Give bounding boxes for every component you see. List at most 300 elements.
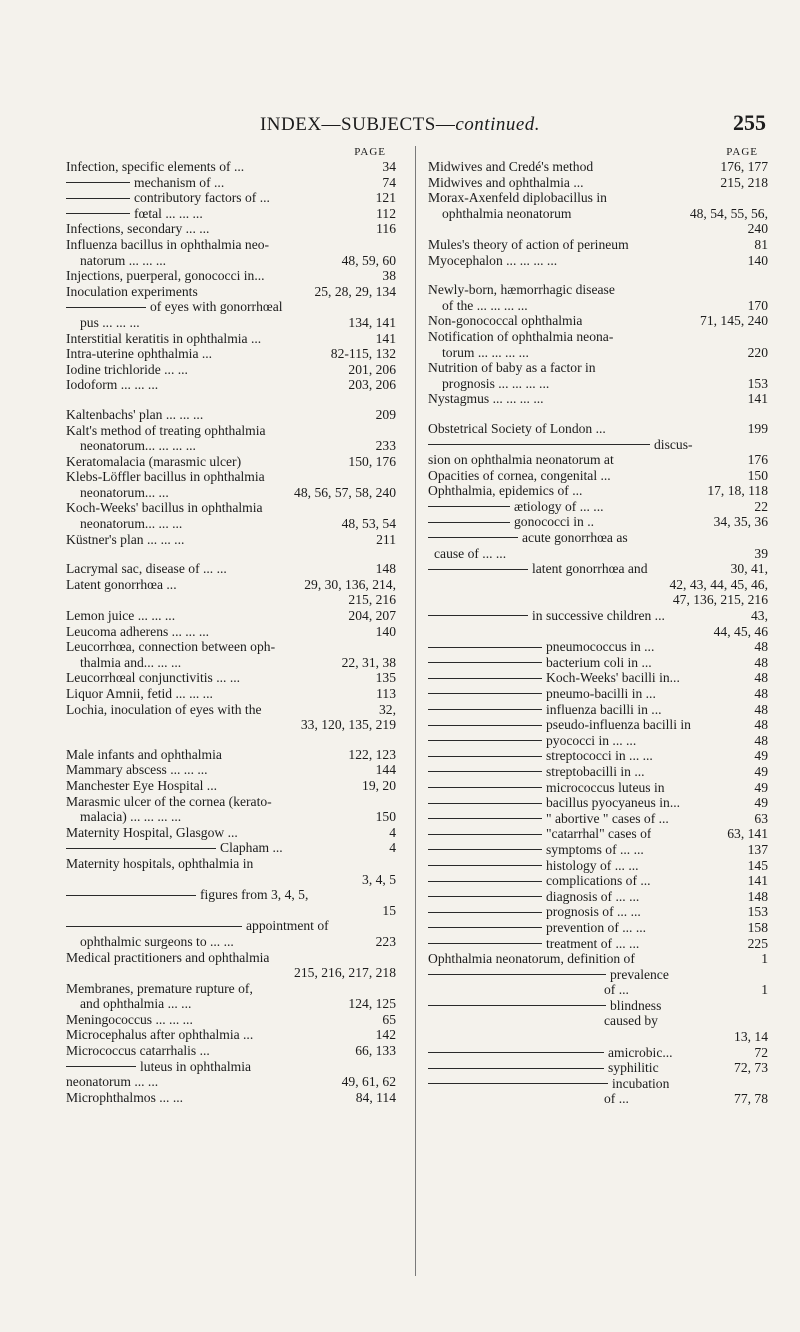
entry-text — [428, 904, 641, 920]
entry-pages: 66, 133 — [355, 1043, 396, 1059]
running-head — [0, 114, 800, 136]
ditto-dash — [428, 740, 542, 741]
entry-label: figures from 3, 4, 5, — [200, 887, 309, 903]
entry-text — [428, 858, 639, 874]
entry-pages: 43, — [751, 608, 768, 624]
index-entry — [66, 762, 396, 778]
entry-pages: 81 — [754, 236, 768, 252]
ditto-dash — [66, 182, 130, 183]
entry-pages: 38 — [382, 268, 396, 284]
entry-label: prevalence — [610, 966, 669, 982]
entry-label: of the ... ... ... ... — [442, 297, 528, 313]
index-entry — [428, 842, 768, 858]
ditto-dash — [66, 213, 130, 214]
entry-label: ophthalmia neonatorum — [442, 205, 572, 221]
ditto-dash — [66, 198, 130, 199]
index-entry — [66, 485, 396, 501]
index-entry — [428, 452, 768, 468]
entry-label: acute gonorrhœa as — [522, 530, 628, 546]
index-entry — [66, 686, 396, 702]
entry-text — [428, 920, 646, 936]
entry-pages: 25, 28, 29, 134 — [314, 283, 396, 299]
ditto-dash — [428, 693, 542, 694]
index-entry — [428, 717, 768, 733]
index-entry — [66, 1043, 396, 1059]
entry-text — [66, 159, 244, 175]
entry-label: Leucoma adherens ... ... ... — [66, 623, 210, 639]
entry-pages: 140 — [747, 252, 768, 268]
entry-text — [80, 315, 140, 331]
entry-label: Kaltenbachs' plan ... ... ... — [66, 406, 204, 422]
index-entry — [66, 903, 396, 919]
ditto-dash — [428, 756, 542, 757]
entry-text — [66, 1027, 253, 1043]
entry-pages: 39 — [754, 545, 768, 561]
entry-label: pseudo-influenza bacilli in — [546, 717, 691, 733]
entry-pages: 22 — [754, 498, 768, 514]
entry-pages: 3, 4, 5 — [362, 871, 396, 887]
index-entry — [66, 268, 396, 284]
column-divider — [415, 146, 416, 1276]
entry-text — [428, 873, 651, 889]
entry-pages: 82-115, 132 — [330, 346, 396, 362]
index-entry — [66, 639, 396, 655]
index-entry — [428, 733, 768, 749]
entry-gap — [66, 547, 396, 561]
entry-text — [66, 237, 269, 253]
entry-text — [604, 1013, 658, 1029]
index-entry — [428, 1076, 768, 1092]
entry-pages: 153 — [747, 375, 768, 391]
ditto-dash — [428, 1083, 608, 1084]
index-entry — [428, 298, 768, 314]
entry-label: in successive children ... — [532, 608, 665, 624]
entry-label: Microcephalus after ophthalmia ... — [66, 1027, 254, 1043]
entry-label: Ophthalmia, epidemics of ... — [428, 483, 583, 499]
entry-pages: 48 — [754, 717, 768, 733]
entry-pages: 74 — [382, 174, 396, 190]
entry-text — [428, 483, 582, 499]
entry-text — [66, 670, 240, 686]
entry-text — [428, 780, 665, 796]
entry-text — [428, 391, 544, 407]
ditto-dash — [428, 974, 606, 975]
entry-pages: 150 — [747, 467, 768, 483]
index-entry — [66, 981, 396, 997]
index-entry — [66, 1027, 396, 1043]
entry-pages: 135 — [375, 670, 396, 686]
entry-label: luteus in ophthalmia — [140, 1058, 252, 1074]
index-entry — [428, 670, 768, 686]
entry-text — [66, 825, 238, 841]
entry-text — [66, 794, 272, 810]
entry-label: Intra-uterine ophthalmia ... — [66, 346, 213, 362]
entry-text — [428, 1045, 673, 1061]
entry-label: Leucorrhœa, connection between oph- — [66, 639, 276, 655]
entry-pages: 34, 35, 36 — [713, 514, 768, 530]
entry-pages: 225 — [747, 935, 768, 951]
entry-text — [428, 670, 680, 686]
entry-label: Maternity hospitals, ophthalmia in — [66, 855, 254, 871]
entry-pages: 15 — [382, 902, 396, 918]
entry-text — [66, 856, 253, 872]
index-entry — [428, 967, 768, 983]
index-entry — [428, 313, 768, 329]
entry-pages: 158 — [747, 919, 768, 935]
entry-label: of eyes with gonorrhœal — [150, 299, 283, 315]
entry-pages: 140 — [375, 623, 396, 639]
entry-text — [66, 206, 203, 222]
index-entry — [428, 221, 768, 237]
entry-text — [80, 516, 182, 532]
entry-label: discus- — [654, 436, 693, 452]
entry-pages: 201, 206 — [348, 361, 396, 377]
ditto-dash — [428, 662, 542, 663]
entry-pages: 42, 43, 44, 45, 46, — [669, 576, 768, 592]
ditto-dash — [428, 818, 542, 819]
entry-text — [66, 362, 188, 378]
entry-text — [428, 253, 557, 269]
entry-pages: 176 — [747, 452, 768, 468]
entry-pages: 48 — [754, 701, 768, 717]
ditto-dash — [428, 444, 650, 445]
index-entry — [66, 624, 396, 640]
entry-text — [428, 329, 613, 345]
entry-text — [66, 778, 217, 794]
entry-text — [66, 268, 265, 284]
entry-label: neonatorum ... ... — [66, 1074, 159, 1090]
index-entry — [428, 998, 768, 1014]
entry-text — [434, 546, 506, 562]
entry-label: amicrobic... — [608, 1044, 673, 1060]
entry-pages: 29, 30, 136, 214, — [304, 576, 396, 592]
entry-text — [66, 918, 329, 934]
ditto-dash — [66, 895, 196, 896]
index-entry — [428, 421, 768, 437]
entry-text — [80, 934, 234, 950]
entry-label: ophthalmic surgeons to ... ... — [80, 933, 234, 949]
entry-gap — [428, 268, 768, 282]
index-entry — [66, 1012, 396, 1028]
entry-text — [66, 469, 265, 485]
entry-label: fœtal ... ... ... — [134, 205, 203, 221]
entry-label: Inoculation experiments — [66, 283, 198, 299]
entry-label: histology of ... ... — [546, 857, 639, 873]
entry-label: Opacities of cornea, congenital ... — [428, 467, 611, 483]
entry-label: Myocephalon ... ... ... ... — [428, 252, 558, 268]
entry-text — [428, 936, 639, 952]
entry-gap — [66, 733, 396, 747]
entry-label: Non-gonococcal ophthalmia — [428, 313, 583, 329]
entry-pages: 49 — [754, 795, 768, 811]
entry-text — [66, 702, 262, 718]
entry-pages: 65 — [382, 1011, 396, 1027]
entry-text — [66, 1043, 210, 1059]
entry-pages: 134, 141 — [348, 314, 396, 330]
entry-text — [66, 608, 175, 624]
index-entry — [66, 407, 396, 423]
index-entry — [66, 237, 396, 253]
entry-pages: 209 — [375, 406, 396, 422]
entry-pages: 215, 216 — [348, 592, 396, 608]
entry-pages: 4 — [389, 824, 396, 840]
entry-pages: 30, 41, — [730, 561, 768, 577]
index-entry — [428, 608, 768, 624]
ditto-dash — [428, 849, 542, 850]
entry-text — [66, 577, 177, 593]
index-entry — [428, 702, 768, 718]
index-entry — [66, 206, 396, 222]
entry-text — [66, 686, 213, 702]
entry-pages: 48, 56, 57, 58, 240 — [294, 484, 396, 500]
entry-label: Iodine trichloride ... ... — [66, 361, 188, 377]
entry-label: streptobacilli in ... — [546, 763, 645, 779]
entry-text — [428, 639, 654, 655]
ditto-dash — [428, 506, 510, 507]
ditto-dash — [428, 943, 542, 944]
index-entry — [66, 362, 396, 378]
index-entry — [66, 825, 396, 841]
running-head-title: INDEX—SUBJECTS— — [259, 114, 456, 135]
index-entry — [428, 237, 768, 253]
index-entry — [66, 965, 396, 981]
entry-pages: 72 — [754, 1044, 768, 1060]
entry-text — [428, 748, 653, 764]
entry-label: Membranes, premature rupture of, — [66, 980, 253, 996]
index-entry — [66, 996, 396, 1012]
ditto-dash — [428, 537, 518, 538]
page-number: 255 — [733, 110, 766, 135]
entry-label: Koch-Weeks' bacilli in... — [546, 670, 680, 686]
entry-label: Liquor Amnii, fetid ... ... ... — [66, 686, 213, 701]
page-label: PAGE — [354, 146, 386, 158]
ditto-dash — [428, 709, 542, 710]
entry-label: Maternity Hospital, Glasgow ... — [66, 824, 238, 840]
index-entry — [428, 592, 768, 608]
entry-label: Klebs-Löffler bacillus in ophthalmia — [66, 469, 265, 485]
entry-text — [428, 561, 648, 577]
entry-label: Leucorrhœal conjunctivitis ... ... — [66, 670, 241, 686]
entry-pages: 215, 216, 217, 218 — [294, 965, 396, 981]
entry-pages: 49, 61, 62 — [341, 1074, 396, 1090]
entry-label: Midwives and Credé's method — [428, 159, 594, 174]
entry-text — [428, 967, 669, 983]
entry-label: Kalt's method of treating ophthalmia — [66, 422, 266, 438]
index-entry — [428, 795, 768, 811]
entry-label: Newly-born, hæmorrhagic disease — [428, 282, 615, 298]
entry-pages: 113 — [376, 686, 396, 701]
entry-label: streptococci in ... ... — [546, 748, 653, 764]
entry-pages: 49 — [754, 748, 768, 764]
index-entry — [428, 577, 768, 593]
entry-label: appointment of — [246, 918, 329, 934]
entry-text — [442, 376, 549, 392]
entry-label: Küstner's plan ... ... ... — [66, 531, 185, 547]
entry-pages: 137 — [747, 841, 768, 857]
entry-text — [66, 840, 283, 856]
entry-pages: 223 — [375, 933, 396, 949]
entry-text — [428, 360, 596, 376]
entry-text — [428, 686, 656, 702]
entry-text — [428, 826, 651, 842]
index-entry — [428, 780, 768, 796]
entry-pages: 148 — [375, 561, 396, 577]
entry-label: pus ... ... ... — [80, 314, 140, 330]
ditto-dash — [428, 1068, 604, 1069]
index-entry — [428, 253, 768, 269]
entry-text — [428, 282, 615, 298]
index-entry — [428, 826, 768, 842]
entry-label: Medical practitioners and ophthalmia — [66, 949, 270, 965]
index-entry — [428, 811, 768, 827]
index-entry — [428, 1091, 768, 1107]
entry-text — [66, 377, 158, 393]
entry-label: Micrococcus catarrhalis ... — [66, 1043, 210, 1059]
entry-pages: 1 — [761, 982, 768, 998]
entry-text — [80, 655, 181, 671]
entry-text — [66, 981, 253, 997]
entry-pages: 124, 125 — [348, 996, 396, 1012]
entry-text — [428, 733, 636, 749]
entry-text — [428, 842, 644, 858]
entry-label: Interstitial keratitis in ophthalmia ... — [66, 330, 262, 346]
entry-label: ætiology of ... ... — [514, 498, 604, 514]
entry-pages: 211 — [376, 531, 396, 547]
entry-label: of ... — [604, 1091, 629, 1107]
entry-label: Male infants and ophthalmia — [66, 746, 222, 762]
index-entry — [66, 794, 396, 810]
entry-label: caused by — [604, 1013, 658, 1029]
entry-pages: 48, 53, 54 — [341, 516, 396, 532]
entry-text — [428, 889, 639, 905]
entry-label: diagnosis of ... ... — [546, 888, 640, 904]
entry-label: influenza bacilli in ... — [546, 701, 662, 717]
entry-text — [66, 175, 224, 191]
entry-label: Lacrymal sac, disease of ... ... — [66, 561, 227, 577]
entry-label: pyococci in ... ... — [546, 732, 637, 748]
entry-text — [428, 514, 594, 530]
ditto-dash — [428, 1052, 604, 1053]
entry-label: bacterium coli in ... — [546, 654, 652, 670]
ditto-dash — [428, 865, 542, 866]
entry-pages: 77, 78 — [734, 1091, 768, 1107]
entry-label: Midwives and ophthalmia ... — [428, 174, 584, 190]
entry-label: Keratomalacia (marasmic ulcer) — [66, 453, 242, 469]
index-entry — [66, 454, 396, 470]
entry-label: treatment of ... ... — [546, 935, 640, 951]
entry-label: Morax-Axenfeld diplobacillus in — [428, 190, 607, 206]
entry-text — [442, 345, 529, 361]
entry-label: micrococcus luteus in — [546, 779, 665, 795]
left-column — [66, 146, 396, 1105]
entry-text — [80, 996, 191, 1012]
index-entry — [428, 982, 768, 998]
ditto-dash — [428, 787, 542, 788]
index-entry — [66, 934, 396, 950]
entry-label: sion on ophthalmia neonatorum at — [428, 452, 614, 468]
entry-pages: 215, 218 — [720, 174, 768, 190]
ditto-dash — [428, 912, 542, 913]
index-entry — [428, 360, 768, 376]
entry-pages: 13, 14 — [734, 1029, 768, 1045]
entry-pages: 33, 120, 135, 219 — [300, 717, 396, 733]
index-entry — [66, 655, 396, 671]
entry-label: "catarrhal" cases of — [546, 826, 652, 842]
entry-pages: 34 — [382, 159, 396, 174]
index-entry — [66, 577, 396, 593]
index-entry — [66, 438, 396, 454]
entry-label: prognosis ... ... ... ... — [442, 375, 550, 391]
entry-pages: 176, 177 — [720, 159, 768, 174]
index-entry — [428, 282, 768, 298]
entry-text — [66, 500, 263, 516]
entry-label: " abortive " cases of ... — [546, 810, 669, 826]
entry-text — [604, 982, 629, 998]
entry-label: complications of ... — [546, 873, 651, 889]
index-entry — [66, 423, 396, 439]
index-entry — [428, 686, 768, 702]
entry-text — [428, 159, 593, 175]
entry-text — [428, 499, 604, 515]
entry-text — [428, 764, 645, 780]
index-entry — [66, 561, 396, 577]
entry-pages: 48 — [754, 670, 768, 686]
entry-label: neonatorum... ... ... ... — [80, 438, 196, 454]
entry-pages: 47, 136, 215, 216 — [672, 592, 768, 608]
entry-label: Influenza bacillus in ophthalmia neo- — [66, 236, 270, 252]
index-entry — [66, 840, 396, 856]
entry-label: Koch-Weeks' bacillus in ophthalmia — [66, 500, 263, 516]
index-entry — [428, 748, 768, 764]
index-entry — [428, 190, 768, 206]
entry-label: neonatorum... ... ... — [80, 516, 183, 532]
entry-text — [428, 951, 635, 967]
index-entry — [66, 1074, 396, 1090]
running-head-continued: continued. — [455, 114, 541, 135]
entry-label: Lemon juice ... ... ... — [66, 608, 176, 624]
index-entry — [66, 778, 396, 794]
entry-label: Marasmic ulcer of the cornea (kerato- — [66, 793, 272, 809]
entry-pages: 44, 45, 46 — [713, 623, 768, 639]
index-entry — [428, 175, 768, 191]
entry-text — [428, 190, 607, 206]
entry-pages: 4 — [389, 840, 396, 856]
entry-text — [604, 1091, 629, 1107]
index-entry — [428, 764, 768, 780]
entry-text — [428, 811, 669, 827]
ditto-dash — [66, 1066, 136, 1067]
entry-pages: 63 — [754, 810, 768, 826]
entry-text — [66, 454, 241, 470]
index-entry — [428, 514, 768, 530]
entry-pages: 240 — [747, 221, 768, 237]
ditto-dash — [428, 896, 542, 897]
index-entry — [428, 159, 768, 175]
ditto-dash — [428, 803, 542, 804]
entry-text — [428, 530, 628, 546]
entry-label: malacia) ... ... ... ... — [80, 809, 182, 825]
entry-text — [428, 998, 661, 1014]
entry-text — [428, 795, 680, 811]
entry-pages: 49 — [754, 779, 768, 795]
page-label: PAGE — [726, 146, 758, 158]
entry-text — [66, 346, 212, 362]
entry-label: cause of ... ... — [434, 545, 507, 561]
index-entry — [428, 561, 768, 577]
entry-text — [66, 190, 270, 206]
entry-pages: 116 — [376, 221, 396, 237]
entry-pages: 150, 176 — [348, 453, 396, 469]
